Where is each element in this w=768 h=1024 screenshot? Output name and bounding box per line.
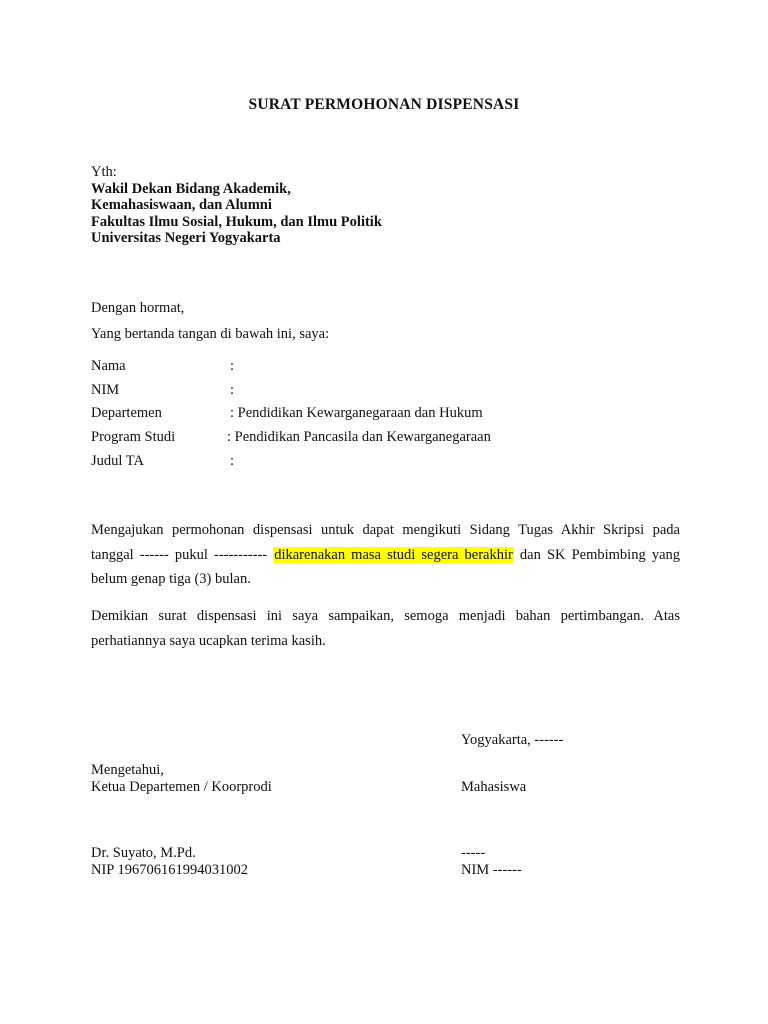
field-label-nama: Nama	[91, 358, 126, 374]
approver-heading: Mengetahui,	[91, 762, 164, 778]
student-name: -----	[461, 845, 486, 861]
approver-nip: NIP 196706161994031002	[91, 861, 248, 878]
request-paragraph	[91, 518, 680, 592]
highlighted-reason: dikarenakan masa studi segera berakhir	[274, 546, 513, 563]
request-line-2-end: dan SK Pembimbing yang	[519, 546, 681, 563]
request-line-1: Mengajukan permohonan dispensasi untuk dapat mengikuti Sidang Tugas Akhir Skripsi pada	[91, 522, 680, 538]
greeting: Dengan hormat,	[91, 300, 185, 316]
closing-line-1: Demikian surat dispensasi ini saya sampaikan, semoga menjadi bahan pertimbangan. Atas	[91, 608, 680, 624]
closing-paragraph	[91, 604, 680, 653]
field-value-nama: :	[230, 358, 235, 374]
field-label-nim: NIM	[91, 382, 120, 398]
student-nim: NIM ------	[461, 861, 522, 878]
approver-block	[91, 762, 272, 795]
letter-title: SURAT PERMOHONAN DISPENSASI	[248, 96, 520, 113]
student-role: Mahasiswa	[461, 779, 527, 795]
field-value-departemen: : Pendidikan Kewarganegaraan dan Hukum	[230, 405, 483, 421]
approver-signature	[91, 845, 248, 878]
recipient-line: Fakultas Ilmu Sosial, Hukum, dan Ilmu Politik	[91, 213, 382, 230]
student-signature	[461, 845, 522, 878]
field-value-judul-ta: :	[230, 453, 235, 469]
intro-text: Yang bertanda tangan di bawah ini, saya:	[91, 326, 330, 342]
approver-role: Ketua Departemen / Koorprodi	[91, 778, 272, 795]
recipient-line: Wakil Dekan Bidang Akademik,	[91, 180, 291, 197]
request-line-3: belum genap tiga (3) bulan.	[91, 571, 251, 587]
field-label-departemen: Departemen	[91, 405, 162, 421]
recipient-block	[91, 164, 382, 247]
place-date: Yogyakarta, ------	[461, 732, 564, 748]
request-line-2	[91, 543, 680, 568]
approver-name: Dr. Suyato, M.Pd.	[91, 845, 196, 861]
recipient-line: Kemahasiswaan, dan Alumni	[91, 197, 272, 213]
recipient-line: Universitas Negeri Yogyakarta	[91, 230, 281, 246]
field-label-judul-ta: Judul TA	[91, 453, 144, 469]
closing-line-2: perhatiannya saya ucapkan terima kasih.	[91, 632, 326, 649]
field-value-nim: :	[230, 382, 235, 398]
recipient-salutation: Yth:	[91, 164, 117, 180]
field-value-program-studi: : Pendidikan Pancasila dan Kewarganegaraan	[227, 429, 491, 445]
request-date-time: tanggal ------ pukul -----------	[91, 546, 268, 563]
field-label-program-studi: Program Studi	[91, 429, 176, 445]
